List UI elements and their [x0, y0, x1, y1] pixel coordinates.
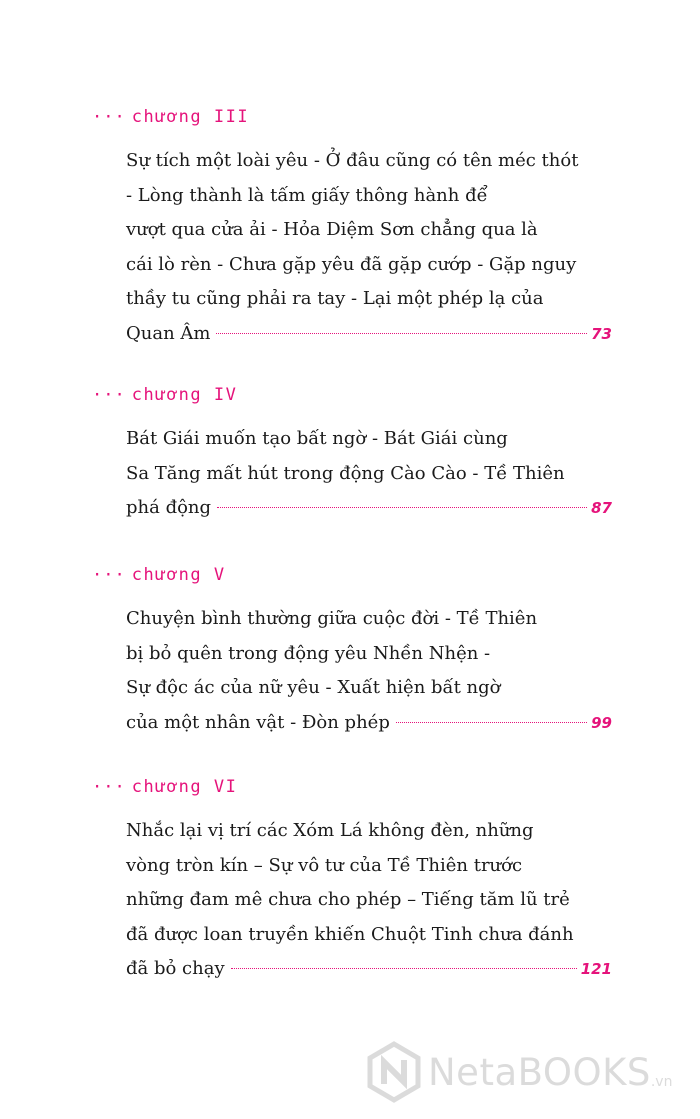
chapter-heading — [92, 562, 612, 588]
summary-line: bị bỏ quên trong động yêu Nhền Nhện - — [126, 642, 491, 664]
chapter-heading — [92, 104, 612, 130]
summary-line: vượt qua cửa ải - Hỏa Diệm Sơn chẳng qua là — [126, 219, 538, 240]
summary-line: Bát Giái muốn tạo bất ngờ - Bát Giái cùng — [126, 428, 508, 449]
chapter-title: chương III — [131, 107, 250, 127]
heading-dots: ··· — [92, 107, 126, 127]
chapter-heading — [92, 382, 612, 408]
toc-entry-last-line[interactable] — [126, 491, 612, 526]
watermark-ext: .vn — [650, 1074, 673, 1090]
page-number: 73 — [591, 324, 612, 343]
chapter-summary — [126, 422, 612, 526]
summary-line: đã được loan truyền khiến Chuột Tinh chưa đánh — [126, 923, 574, 945]
summary-line: vòng tròn kín – Sự vô tư của Tề Thiên trước — [126, 854, 523, 876]
chapter-title: chương IV — [131, 385, 238, 405]
chapter-summary — [126, 814, 612, 987]
chapter-3 — [92, 104, 612, 351]
watermark-text: NetaBOOKS — [428, 1050, 651, 1094]
toc-entry-last-line[interactable] — [126, 317, 612, 352]
dot-leader — [231, 968, 577, 969]
chapter-5 — [92, 562, 612, 740]
chapter-summary — [126, 602, 612, 740]
dot-leader — [217, 507, 587, 508]
summary-line: cái lò rèn - Chưa gặp yêu đã gặp cướp - Gặp nguy — [126, 253, 577, 275]
chapter-4 — [92, 382, 612, 526]
summary-line: Sự độc ác của nữ yêu - Xuất hiện bất ngờ — [126, 677, 501, 698]
summary-line-last: của một nhân vật - Đòn phép — [126, 711, 390, 733]
toc-entry-last-line[interactable] — [126, 706, 612, 741]
chapter-heading — [92, 774, 612, 800]
dot-leader — [396, 722, 587, 723]
chapter-title: chương VI — [131, 777, 238, 797]
summary-line: - Lòng thành là tấm giấy thông hành để — [126, 184, 488, 206]
summary-line: Sự tích một loài yêu - Ở đâu cũng có tên méc thót — [126, 150, 579, 171]
page-number: 87 — [591, 499, 612, 517]
heading-dots: ··· — [92, 777, 126, 797]
chapter-summary — [126, 144, 612, 351]
summary-line: Nhắc lại vị trí các Xóm Lá không đèn, những — [126, 820, 534, 841]
summary-line: Sa Tăng mất hút trong động Cào Cào - Tề Thiên — [126, 462, 565, 484]
summary-line-last: đã bỏ chạy — [126, 958, 225, 979]
netabooks-watermark — [366, 1040, 672, 1104]
heading-dots: ··· — [92, 385, 126, 405]
netabooks-logo-icon — [366, 1041, 422, 1103]
summary-line: những đam mê chưa cho phép – Tiếng tăm lũ trẻ — [126, 889, 570, 910]
page-number: 121 — [580, 960, 612, 978]
summary-line: thầy tu cũng phải ra tay - Lại một phép lạ của — [126, 288, 544, 309]
chapter-title: chương V — [131, 565, 226, 585]
summary-line-last: Quan Âm — [126, 322, 211, 344]
summary-line-last: phá động — [126, 497, 212, 518]
summary-line: Chuyện bình thường giữa cuộc đời - Tề Thiên — [126, 608, 538, 629]
dot-leader — [216, 333, 587, 334]
chapter-6 — [92, 774, 612, 987]
page-number: 99 — [591, 713, 612, 732]
heading-dots: ··· — [92, 565, 126, 585]
toc-entry-last-line[interactable] — [126, 952, 612, 987]
